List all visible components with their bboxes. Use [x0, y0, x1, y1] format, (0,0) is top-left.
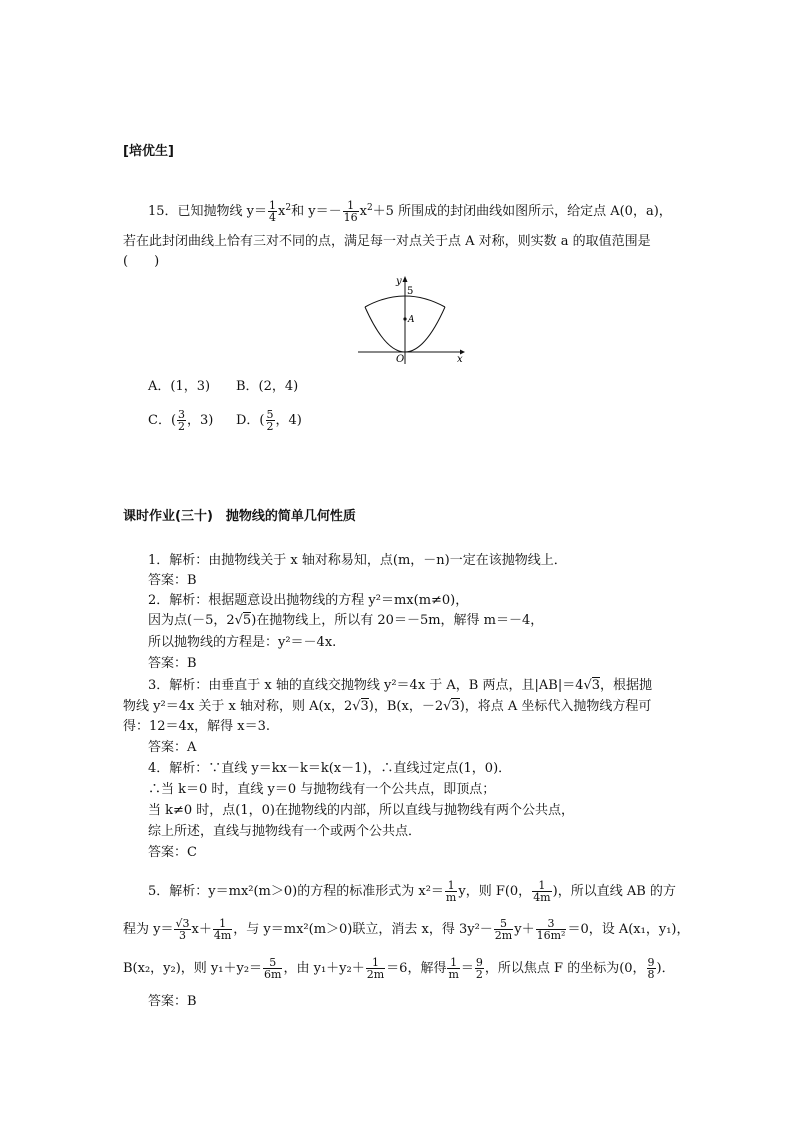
parabola-figure — [350, 272, 470, 368]
q15-line-1: 15．已知抛物线 y＝ $\frac{1}{4}$ $x^2$和 y＝－ $\frac{1}{16}$ $x^2+5$ 所围成的封闭曲线如图所示，给定点 A(0，a)， — [148, 199, 672, 224]
fraction: $\frac{1}{4m}$ — [533, 879, 551, 904]
solution-2-line-2: 因为点(－5，2√5)在抛物线上，所以有 20＝－5m，解得 m＝－4， — [148, 613, 544, 628]
fraction: $\frac{5}{2m}$ — [494, 917, 513, 942]
fraction: $\frac{1}{4}$ — [269, 199, 277, 224]
label-5: 5 — [407, 286, 414, 297]
solution-4-line-3: 当 k≠0 时，点(1，0)在抛物线的内部，所以直线与抛物线有两个公共点， — [148, 803, 574, 818]
fraction: $\frac{5}{2}$ — [266, 408, 274, 433]
fraction: $\frac{3}{2}$ — [178, 408, 186, 433]
solution-4-line-2: ∴当 k＝0 时，直线 y＝0 与抛物线有一个公共点，即顶点； — [148, 782, 496, 797]
option-b: B．(2，4) — [236, 379, 299, 394]
fraction: $\frac{1}{16}$ — [343, 199, 358, 224]
solution-2-line-1: 2．解析：根据题意设出抛物线的方程 y²＝mx(m≠0)， — [148, 593, 469, 608]
option-a: A．(1，3) — [148, 379, 211, 394]
solution-3-answer: 答案：A — [148, 740, 197, 755]
fraction: $\frac{1}{4m}$ — [213, 917, 232, 942]
solution-5-answer: 答案：B — [148, 994, 197, 1009]
label-x: x — [457, 354, 463, 365]
fraction: $\frac{3}{\text{16m²}}$ — [536, 917, 566, 942]
solution-2-answer: 答案：B — [148, 656, 197, 671]
solution-5-line-1: 5．解析：y＝mx²(m＞0)的方程的标准形式为 x²＝ $\frac{1}{m}$ y，则 F(0， $\frac{1}{4m}$ )，所以直线 AB 的方 — [148, 879, 676, 904]
solution-4-line-1: 4．解析：∵直线 y＝kx－k＝k(x－1)，∴直线过定点(1，0)． — [148, 761, 512, 776]
solution-3-line-2: 物线 y²＝4x 关于 x 轴对称，则 A(x，2√3)，B(x，－2√3)，将点 A 坐标代入抛物线方程可 — [123, 699, 652, 714]
fraction: $\frac{9}{8}$ — [647, 956, 655, 981]
fraction: $\frac{1}{2m}$ — [366, 956, 385, 981]
label-a: A — [408, 315, 415, 325]
y-axis-arrow — [403, 276, 408, 282]
fraction: $\frac{5}{6m}$ — [264, 956, 282, 981]
point-a — [403, 317, 406, 320]
label-o: O — [396, 354, 405, 365]
solution-2-line-3: 所以抛物线的方程是：y²＝－4x. — [148, 635, 337, 650]
label-y: y — [396, 276, 402, 287]
fraction: $\frac{9}{2}$ — [475, 956, 483, 981]
solution-3-line-1: 3．解析：由垂直于 x 轴的直线交抛物线 y²＝4x 于 A，B 两点，且|AB|＝4√3，根据抛 — [148, 678, 653, 693]
solution-3-line-3: 得：12＝4x，解得 x＝3. — [123, 719, 271, 734]
q15-line-2: 若在此封闭曲线上恰有三对不同的点，满足每一对点关于点 A 对称，则实数 a 的取值范围是 — [123, 234, 651, 249]
q15-line-3: ( ) — [123, 254, 160, 269]
solution-4-answer: 答案：C — [148, 845, 197, 860]
option-c: C．( $\frac{3}{2}$ ，3) — [148, 408, 214, 433]
solution-5-line-2: 程为 y＝ $\frac{√3}{3}$ x＋ $\frac{1}{4m}$ ，与 y＝mx²(m＞0)联立，消去 x，得 3y²－ $\frac{5}{2m}$ y＋ $\frac{3}{\text{16m²}}$ ＝0，设 A(x₁，y₁)， — [123, 917, 690, 942]
fraction: $\frac{1}{m}$ — [445, 879, 457, 904]
solution-1-answer: 答案：B — [148, 573, 197, 588]
solution-4-line-4: 综上所述，直线与抛物线有一个或两个公共点． — [148, 824, 422, 839]
fraction: $\frac{√3}{3}$ — [175, 917, 190, 942]
solution-1-line-1: 1．解析：由抛物线关于 x 轴对称易知，点(m，－n)一定在该抛物线上． — [148, 553, 567, 568]
option-d: D．( $\frac{5}{2}$ ，4) — [236, 408, 302, 433]
fraction: $\frac{1}{m}$ — [448, 956, 459, 981]
section-title: [培优生] — [123, 144, 174, 159]
solution-5-line-3: B(x₂，y₂)，则 y₁＋y₂＝ $\frac{5}{6m}$ ，由 y₁＋y₂＋ $\frac{1}{2m}$ ＝6，解得 $\frac{1}{m}$ ＝ $\frac{9}{2}$ ，所以焦点 F 的坐标为(0， $\frac{9}{8}$ )． — [123, 956, 675, 981]
homework-title: 课时作业(三十) 抛物线的简单几何性质 — [123, 509, 356, 524]
